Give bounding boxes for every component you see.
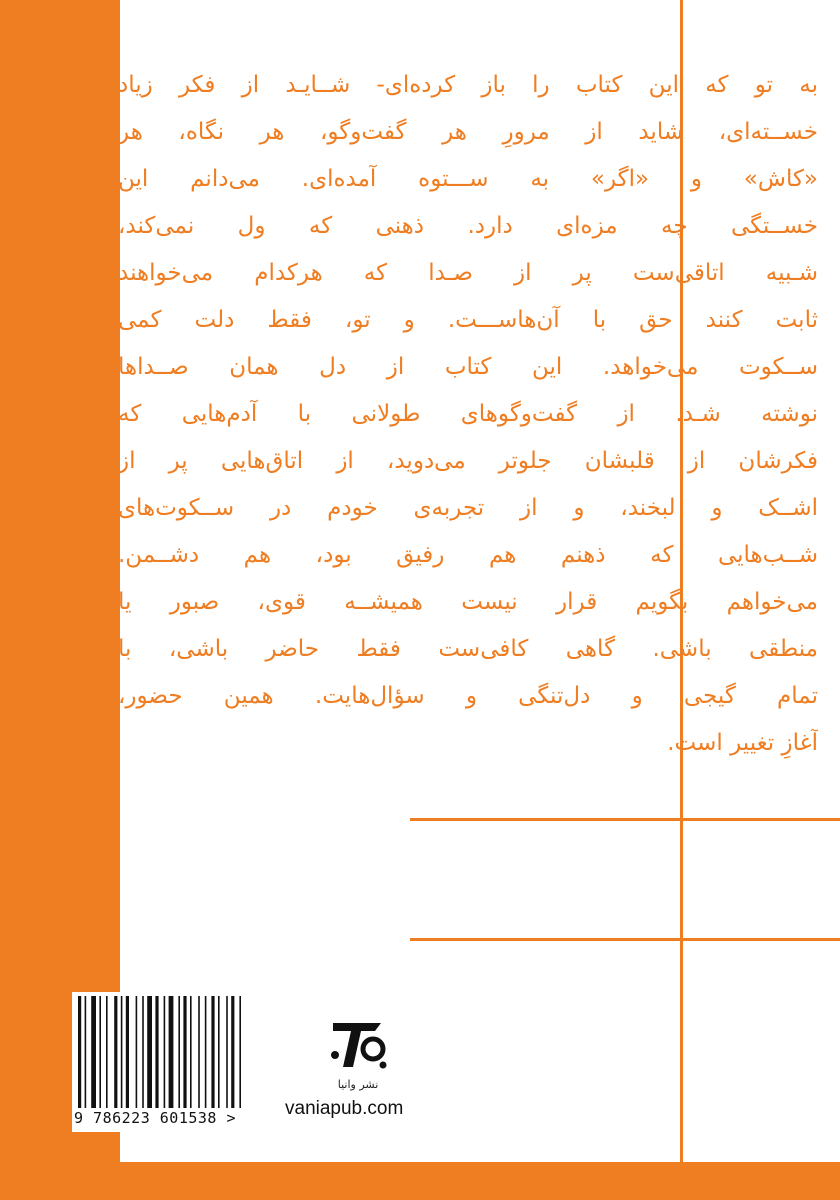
- barcode-bar: [226, 996, 228, 1108]
- publisher-logo-caption: نشر وانیا: [337, 1078, 379, 1091]
- barcode-bar: [106, 996, 108, 1108]
- blurb-line: تمام گیجی و دل‌تنگی و سؤال‌هایت. همین حضور،: [118, 683, 818, 709]
- blurb-line: منطقی باشی. گاهی کافی‌ست فقط حاضر باشی، با: [118, 636, 818, 662]
- blurb-line: نوشته شـد. از گفت‌وگوهای طولانی با آدم‌هایی که: [118, 401, 818, 427]
- blurb-line: ثابت کنند حق با آن‌هاســـت. و تو، فقط دلت کمی: [118, 307, 818, 333]
- barcode-bar: [99, 996, 101, 1108]
- barcode-bars: [76, 996, 274, 1108]
- publisher-logo-icon: [323, 1015, 393, 1073]
- bottom-orange-band: [0, 1162, 840, 1200]
- horizontal-orange-rule: [410, 818, 840, 821]
- blurb-line: می‌خواهم بگویم قرار نیست همیشــه قوی، صبور یا: [118, 589, 818, 615]
- barcode-bar: [190, 996, 192, 1108]
- horizontal-orange-rule-lower: [410, 938, 840, 941]
- barcode-bar: [114, 996, 117, 1108]
- barcode-bar: [169, 996, 174, 1108]
- blurb-line: فکرشان از قلبشان جلوتر می‌دوید، از اتاق‌هایی پر از: [118, 448, 818, 474]
- barcode-bar: [198, 996, 200, 1108]
- barcode-bar: [155, 996, 158, 1108]
- barcode-bar: [164, 996, 166, 1108]
- isbn-barcode: [72, 992, 277, 1132]
- barcode-digits: 9 786223 601538 >: [74, 1109, 237, 1127]
- blurb-line: آغازِ تغییر است.: [667, 730, 818, 756]
- barcode-bar: [218, 996, 220, 1108]
- barcode-bar: [142, 996, 144, 1108]
- barcode-bar: [126, 996, 129, 1108]
- publisher-website: vaniapub.com: [285, 1098, 404, 1119]
- blurb-line: «کاش» و «اگر» به ســـتوه آمده‌ای. می‌دانم این: [118, 166, 818, 192]
- blurb-line: خســتگی چه مزه‌ای دارد. ذهنی که ول نمی‌کند،: [118, 213, 818, 239]
- barcode-bar: [178, 996, 180, 1108]
- blurb-line: شــب‌هایی که ذهنم هم رفیق بود، هم دشــمن.: [118, 542, 818, 568]
- back-cover-blurb: [118, 62, 818, 767]
- blurb-line: اشــک و لبخند، و از تجربه‌ی خودم در ســکوت‌های: [118, 495, 818, 521]
- barcode-bar: [147, 996, 152, 1108]
- blurb-line: خســته‌ای، شاید از مرورِ هر گفت‌وگو، هر نگاه، هر: [118, 119, 818, 145]
- barcode-bar: [239, 996, 241, 1108]
- barcode-bar: [231, 996, 234, 1108]
- barcode-bar: [78, 996, 81, 1108]
- blurb-line: به تو که این کتاب را باز کرده‌ای- شــایـد از فکر زیاد: [118, 72, 818, 98]
- blurb-line: شـبیه اتاقی‌ست پر از صـدا که هرکدام می‌خواهند: [118, 260, 818, 286]
- barcode-bar: [211, 996, 214, 1108]
- barcode-bar: [85, 996, 87, 1108]
- barcode-bar: [183, 996, 186, 1108]
- barcode-bar: [136, 996, 138, 1108]
- barcode-bar: [91, 996, 96, 1108]
- barcode-bar: [205, 996, 207, 1108]
- blurb-line: ســکوت می‌خواهد. این کتاب از دل همان صــداها: [118, 354, 818, 380]
- barcode-bar: [121, 996, 123, 1108]
